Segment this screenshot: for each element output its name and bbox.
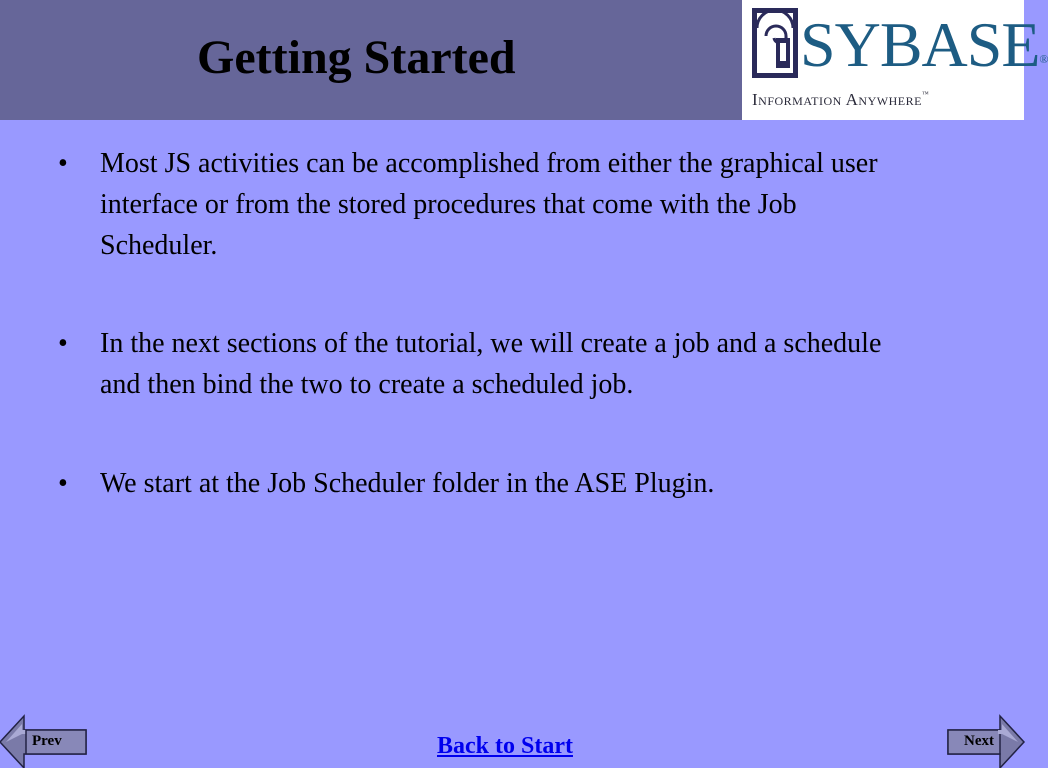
bullet-text: Most JS activities can be accomplished from either the graphical user interface or from the stored procedures that come with the Job Scheduler. — [100, 148, 878, 261]
logo-tagline: Information Anywhere™ — [752, 90, 930, 109]
next-button[interactable] — [946, 714, 1024, 768]
bullet-text: We start at the Job Scheduler folder in the ASE Plugin. — [100, 468, 715, 499]
prev-label: Prev — [32, 733, 62, 749]
bullet-icon: • — [58, 148, 68, 179]
sybase-logo — [742, 0, 1048, 120]
logo-wordmark: SYBASE® — [800, 9, 1048, 80]
header-bar — [0, 0, 1048, 120]
back-to-start-link[interactable]: Back to Start — [437, 733, 573, 759]
next-label: Next — [964, 733, 994, 749]
bullet-item — [58, 143, 918, 266]
prev-button[interactable] — [0, 714, 78, 768]
sybase-emblem-icon — [752, 8, 798, 78]
bullet-text: In the next sections of the tutorial, we will create a job and a schedule and then bind the two to create a scheduled job. — [100, 328, 882, 400]
bullet-icon: • — [58, 468, 68, 499]
bullet-icon: • — [58, 328, 68, 359]
bullet-item — [58, 463, 918, 504]
page-title: Getting Started — [197, 31, 516, 84]
bullet-item — [58, 323, 918, 405]
